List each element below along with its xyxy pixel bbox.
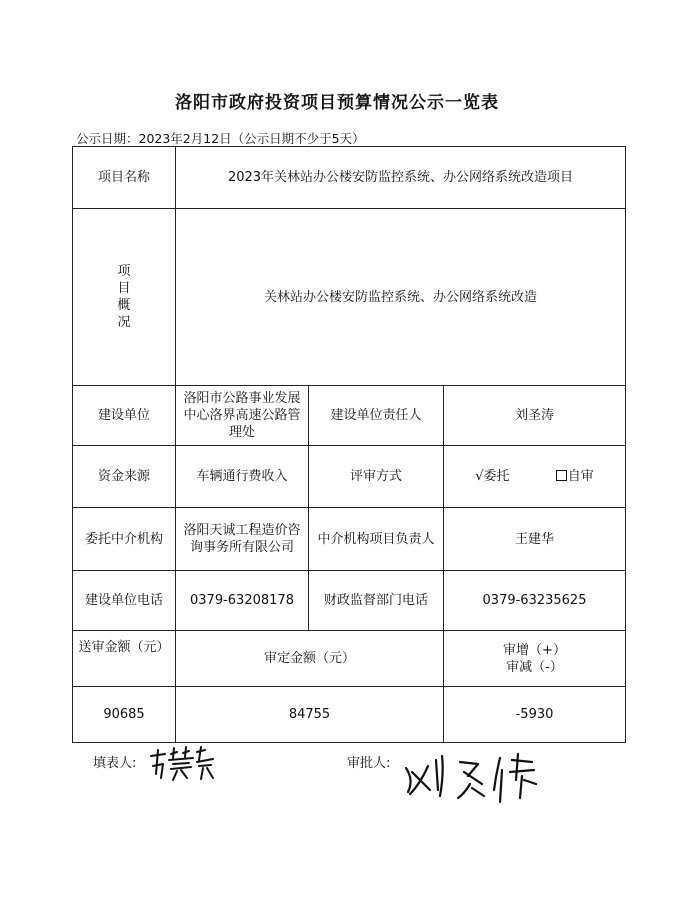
approver-signature [400,750,540,806]
page-title: 洛阳市政府投资项目预算情况公示一览表 [175,93,499,113]
finance-phone-label: 财政监督部门电话 [309,571,444,631]
table-row [73,687,626,743]
project-name-label: 项目名称 [73,147,176,209]
fund-label: 资金来源 [73,446,176,508]
overview-label: 项目概况 [117,264,131,330]
project-name-value: 2023年关林站办公楼安防监控系统、办公网络系统改造项目 [176,147,626,209]
table-row [73,147,626,209]
submitted-amount: 90685 [73,687,176,743]
builder-label: 建设单位 [73,386,176,446]
filler-signature [147,744,219,784]
review-option-entrust: √委托 [475,469,510,484]
review-option-self: 自审 [567,469,594,484]
table-row [73,571,626,631]
change-amount: -5930 [444,687,626,743]
budget-table [72,146,626,743]
approved-amount-label: 审定金额（元） [176,631,444,687]
submitted-amount-label: 送审金额（元） [73,631,176,687]
builder-value: 洛阳市公路事业发展中心洛界高速公路管理处 [176,386,309,446]
fund-value: 车辆通行费收入 [176,446,309,508]
agency-label: 委托中介机构 [73,508,176,571]
change-label [444,631,626,687]
review-options [444,446,626,508]
table-row [73,631,626,687]
agency-value: 洛阳天诚工程造价咨询事务所有限公司 [176,508,309,571]
table-row [73,386,626,446]
overview-value: 关林站办公楼安防监控系统、办公网络系统改造 [176,209,626,386]
approver-label: 审批人: [347,756,391,771]
review-label: 评审方式 [309,446,444,508]
finance-phone-value: 0379-63235625 [444,571,626,631]
agency-head-label: 中介机构项目负责人 [309,508,444,571]
builder-head-value: 刘圣涛 [444,386,626,446]
approved-amount: 84755 [176,687,444,743]
table-row [73,209,626,386]
change-label-decrease: 审减（-） [506,659,563,675]
builder-phone-label: 建设单位电话 [73,571,176,631]
agency-head-value: 王建华 [444,508,626,571]
table-row [73,446,626,508]
checkbox-icon [556,470,567,481]
publish-date: 公示日期：2023年2月12日（公示日期不少于5天） [76,131,365,146]
table-row [73,508,626,571]
builder-head-label: 建设单位责任人 [309,386,444,446]
builder-phone-value: 0379-63208178 [176,571,309,631]
filler-label: 填表人: [93,756,137,771]
overview-label-cell [73,209,176,386]
change-label-increase: 审增（+） [503,642,566,658]
